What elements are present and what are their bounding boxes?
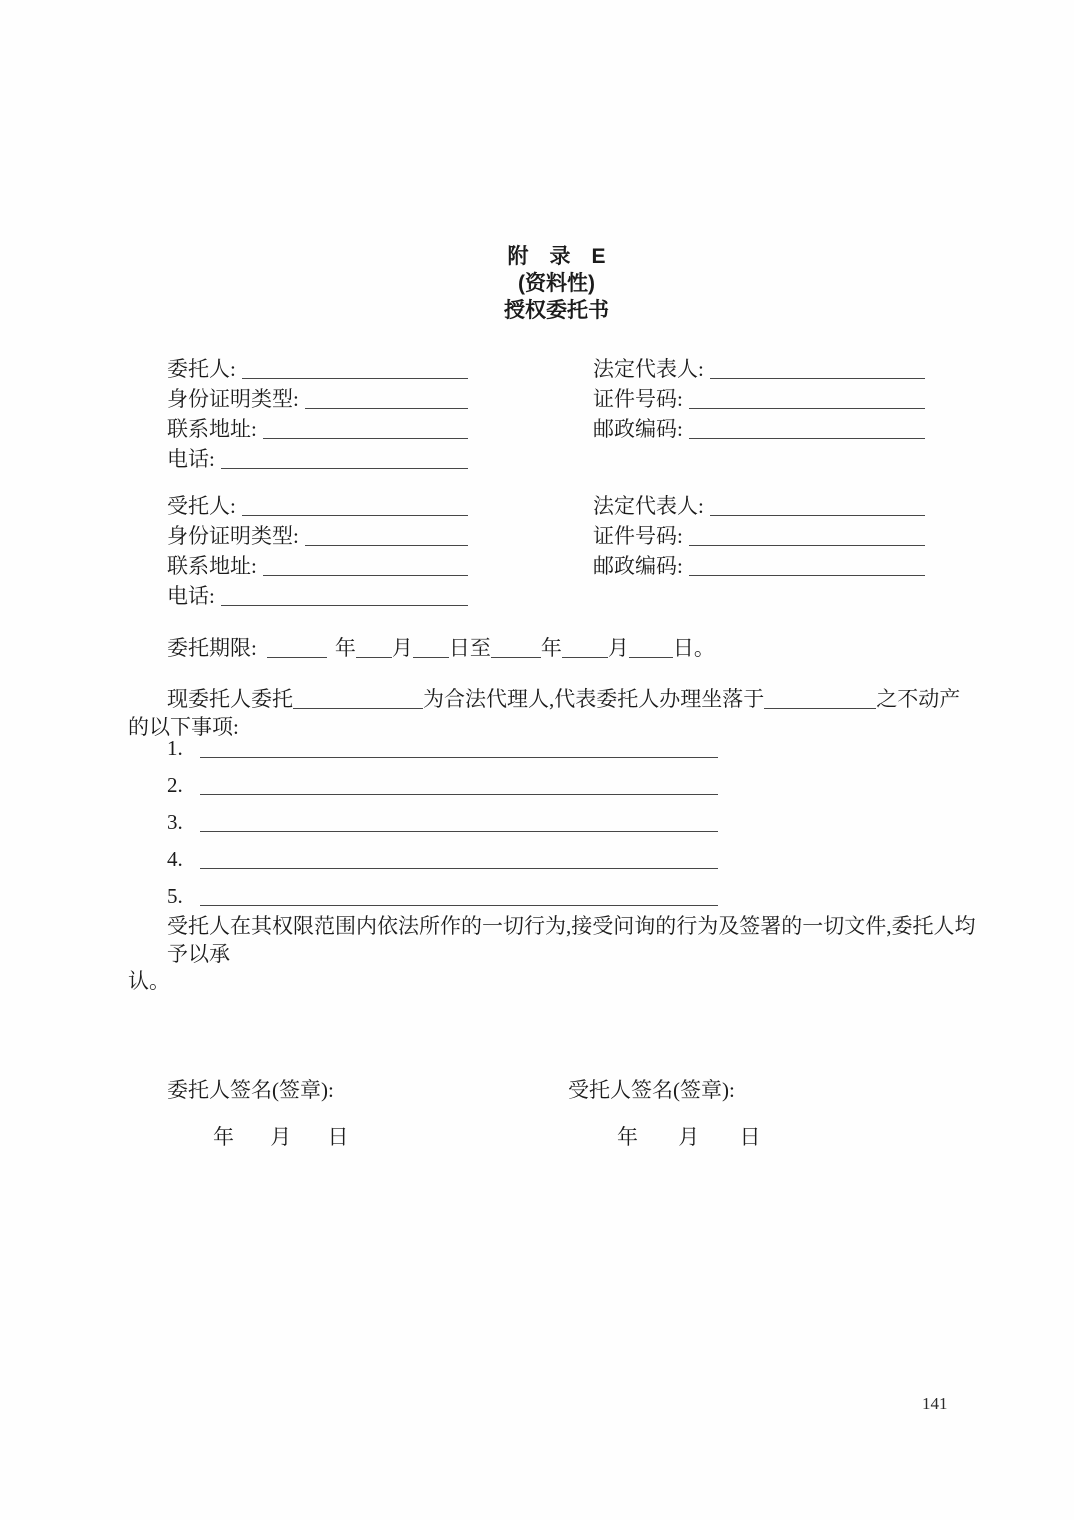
acknowledgement-line-2: 认。 (128, 969, 170, 993)
acknowledgement-paragraph (128, 913, 988, 996)
date-year-unit: 年 (213, 1125, 234, 1149)
principal-phone-field (167, 442, 468, 472)
principal-name-fill-line (242, 378, 468, 379)
period-end-month-fill-line (562, 657, 608, 658)
period-end-day-unit: 日。 (672, 636, 715, 660)
principal-name-label: 委托人: (167, 357, 236, 381)
item-fill-line (200, 868, 718, 869)
document-title-block (128, 243, 985, 324)
trustee-address-fill-line (263, 575, 468, 576)
page-number: 141 (922, 1394, 948, 1413)
principal-id-type-label: 身份证明类型: (167, 387, 299, 411)
principal-cert-no-field (593, 382, 925, 412)
principal-legal-rep-field (593, 352, 925, 382)
principal-date-group (213, 1124, 349, 1151)
period-start-year-unit: 年 (334, 636, 356, 660)
item-number: 3. (167, 810, 183, 834)
principal-address-label: 联系地址: (167, 417, 257, 441)
appointment-line-1 (167, 686, 988, 714)
signature-row (128, 1077, 985, 1105)
signature-date-row (128, 1124, 985, 1152)
trustee-legal-rep-field (593, 489, 925, 519)
agent-name-fill-line (293, 708, 423, 709)
list-item-2 (167, 761, 718, 798)
period-end-day-fill-line (629, 657, 673, 658)
principal-address-fill-line (263, 438, 468, 439)
list-item-5 (167, 872, 718, 909)
principal-row-4 (128, 442, 985, 472)
principal-id-type-fill-line (305, 408, 468, 409)
period-end-month-unit: 月 (607, 636, 629, 660)
item-fill-line (200, 831, 718, 832)
trustee-date-group (617, 1124, 761, 1151)
item-number: 4. (167, 847, 183, 871)
principal-postal-code-field (593, 412, 925, 442)
trustee-id-type-field (167, 519, 468, 549)
principal-postal-code-fill-line (689, 438, 925, 439)
trustee-info-block (128, 489, 985, 609)
principal-legal-rep-label: 法定代表人: (593, 357, 704, 381)
trustee-phone-fill-line (221, 605, 468, 606)
principal-row-3 (128, 412, 985, 442)
date-year-unit: 年 (617, 1125, 638, 1149)
period-start-month-unit: 月 (391, 636, 413, 660)
item-number: 1. (167, 736, 183, 760)
date-day-unit: 日 (739, 1125, 761, 1149)
property-location-fill-line (764, 708, 876, 709)
principal-address-field (167, 412, 468, 442)
principal-cert-no-fill-line (689, 408, 925, 409)
trustee-legal-rep-fill-line (710, 515, 925, 516)
item-number: 2. (167, 773, 183, 797)
principal-signature-label: 委托人签名(签章): (167, 1078, 334, 1102)
trustee-row-2 (128, 519, 985, 549)
principal-row-2 (128, 382, 985, 412)
trustee-cert-no-field (593, 519, 925, 549)
item-number: 5. (167, 884, 183, 908)
trustee-postal-code-label: 邮政编码: (593, 554, 683, 578)
period-end-year-fill-line (491, 657, 541, 658)
period-start-month-fill-line (356, 657, 392, 658)
trustee-row-3 (128, 549, 985, 579)
date-month-unit: 月 (678, 1125, 700, 1149)
date-month-unit: 月 (270, 1125, 292, 1149)
trustee-address-field (167, 549, 468, 579)
list-item-1 (167, 724, 718, 761)
trustee-name-label: 受托人: (167, 494, 236, 518)
principal-info-block (128, 352, 985, 472)
item-fill-line (200, 757, 718, 758)
appointment-line-2: 的以下事项: (128, 714, 239, 739)
trustee-address-label: 联系地址: (167, 554, 257, 578)
list-item-4 (167, 835, 718, 872)
trustee-phone-field (167, 579, 468, 609)
principal-phone-fill-line (221, 468, 468, 469)
entrusted-matters-list (167, 724, 718, 909)
appointment-segment-2: 为合法代理人,代表委托人办理坐落于 (423, 687, 765, 711)
principal-cert-no-label: 证件号码: (593, 387, 683, 411)
period-label: 委托期限: (167, 636, 257, 660)
period-start-day-fill-line (413, 657, 449, 658)
item-fill-line (200, 905, 718, 906)
informative-heading: (资料性) (518, 272, 595, 295)
appointment-segment-1: 现委托人委托 (167, 687, 293, 711)
trustee-postal-code-fill-line (689, 575, 925, 576)
item-fill-line (200, 794, 718, 795)
period-start-year-fill-line (267, 657, 327, 658)
entrustment-period-line (167, 631, 715, 661)
appointment-segment-3: 之不动产 (876, 687, 961, 711)
acknowledgement-line-1: 受托人在其权限范围内依法所作的一切行为,接受问询的行为及签署的一切文件,委托人均予以承 (167, 914, 976, 966)
trustee-id-type-label: 身份证明类型: (167, 524, 299, 548)
trustee-postal-code-field (593, 549, 925, 579)
date-day-unit: 日 (327, 1125, 349, 1149)
period-start-day-to-unit: 日至 (448, 636, 491, 660)
list-item-3 (167, 798, 718, 835)
trustee-id-type-fill-line (305, 545, 468, 546)
trustee-cert-no-fill-line (689, 545, 925, 546)
principal-id-type-field (167, 382, 468, 412)
trustee-name-field (167, 489, 468, 519)
principal-legal-rep-fill-line (710, 378, 925, 379)
trustee-phone-label: 电话: (167, 584, 215, 608)
trustee-name-fill-line (242, 515, 468, 516)
principal-postal-code-label: 邮政编码: (593, 417, 683, 441)
trustee-row-1 (128, 489, 985, 519)
document-heading: 授权委托书 (504, 299, 609, 322)
period-end-year-unit: 年 (540, 636, 562, 660)
trustee-legal-rep-label: 法定代表人: (593, 494, 704, 518)
trustee-row-4 (128, 579, 985, 609)
appendix-heading: 附 录 E (507, 245, 606, 268)
principal-name-field (167, 352, 468, 382)
trustee-signature-label: 受托人签名(签章): (568, 1078, 735, 1102)
principal-row-1 (128, 352, 985, 382)
trustee-cert-no-label: 证件号码: (593, 524, 683, 548)
principal-phone-label: 电话: (167, 447, 215, 471)
